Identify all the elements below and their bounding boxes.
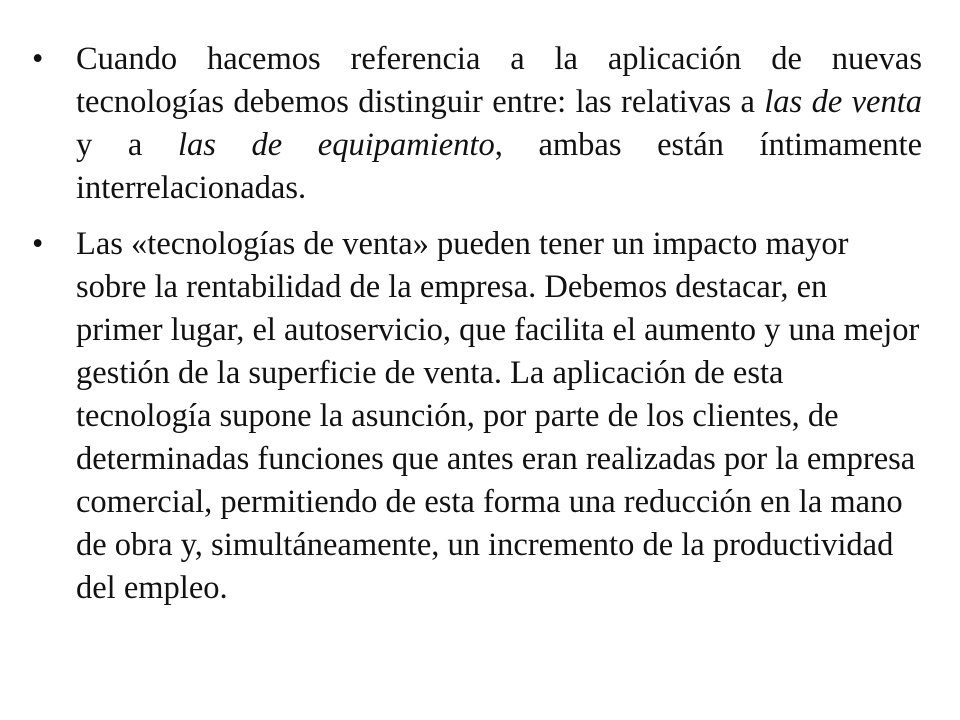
- bullet-point-icon: •: [32, 41, 44, 77]
- paragraph-new-technologies: [76, 38, 922, 210]
- bullet-point-icon: •: [32, 226, 44, 262]
- paragraph-text: , ambas están íntimamente interrelacionadas.: [76, 127, 922, 206]
- italic-term-equipment: las de equipamiento: [177, 127, 495, 163]
- bullet-list: [32, 38, 922, 610]
- paragraph-text: Cuando hacemos referencia a la aplicación de nuevas tecnologías debemos distinguir entre: las relativas a: [76, 41, 922, 120]
- bullet-item-sales-technologies: [32, 223, 922, 610]
- paragraph-text: y a: [76, 127, 178, 163]
- bullet-item-new-technologies: [32, 38, 922, 210]
- italic-term-sales: las de venta: [764, 84, 922, 120]
- paragraph-sales-technologies: Las «tecnologías de venta» pueden tener un impacto mayor sobre la rentabilidad de la empresa. Debemos destacar, en primer lugar, el autoservicio, que facilita el aumento y una mejor gestión de la superficie de venta. La aplicación de esta tecnología supone la asunción, por parte de los clientes, de determinadas funciones que antes eran realizadas por la empresa comercial, permitiendo de esta forma una reducción en la mano de obra y, simultáneamente, un incremento de la productividad del empleo.: [76, 226, 920, 606]
